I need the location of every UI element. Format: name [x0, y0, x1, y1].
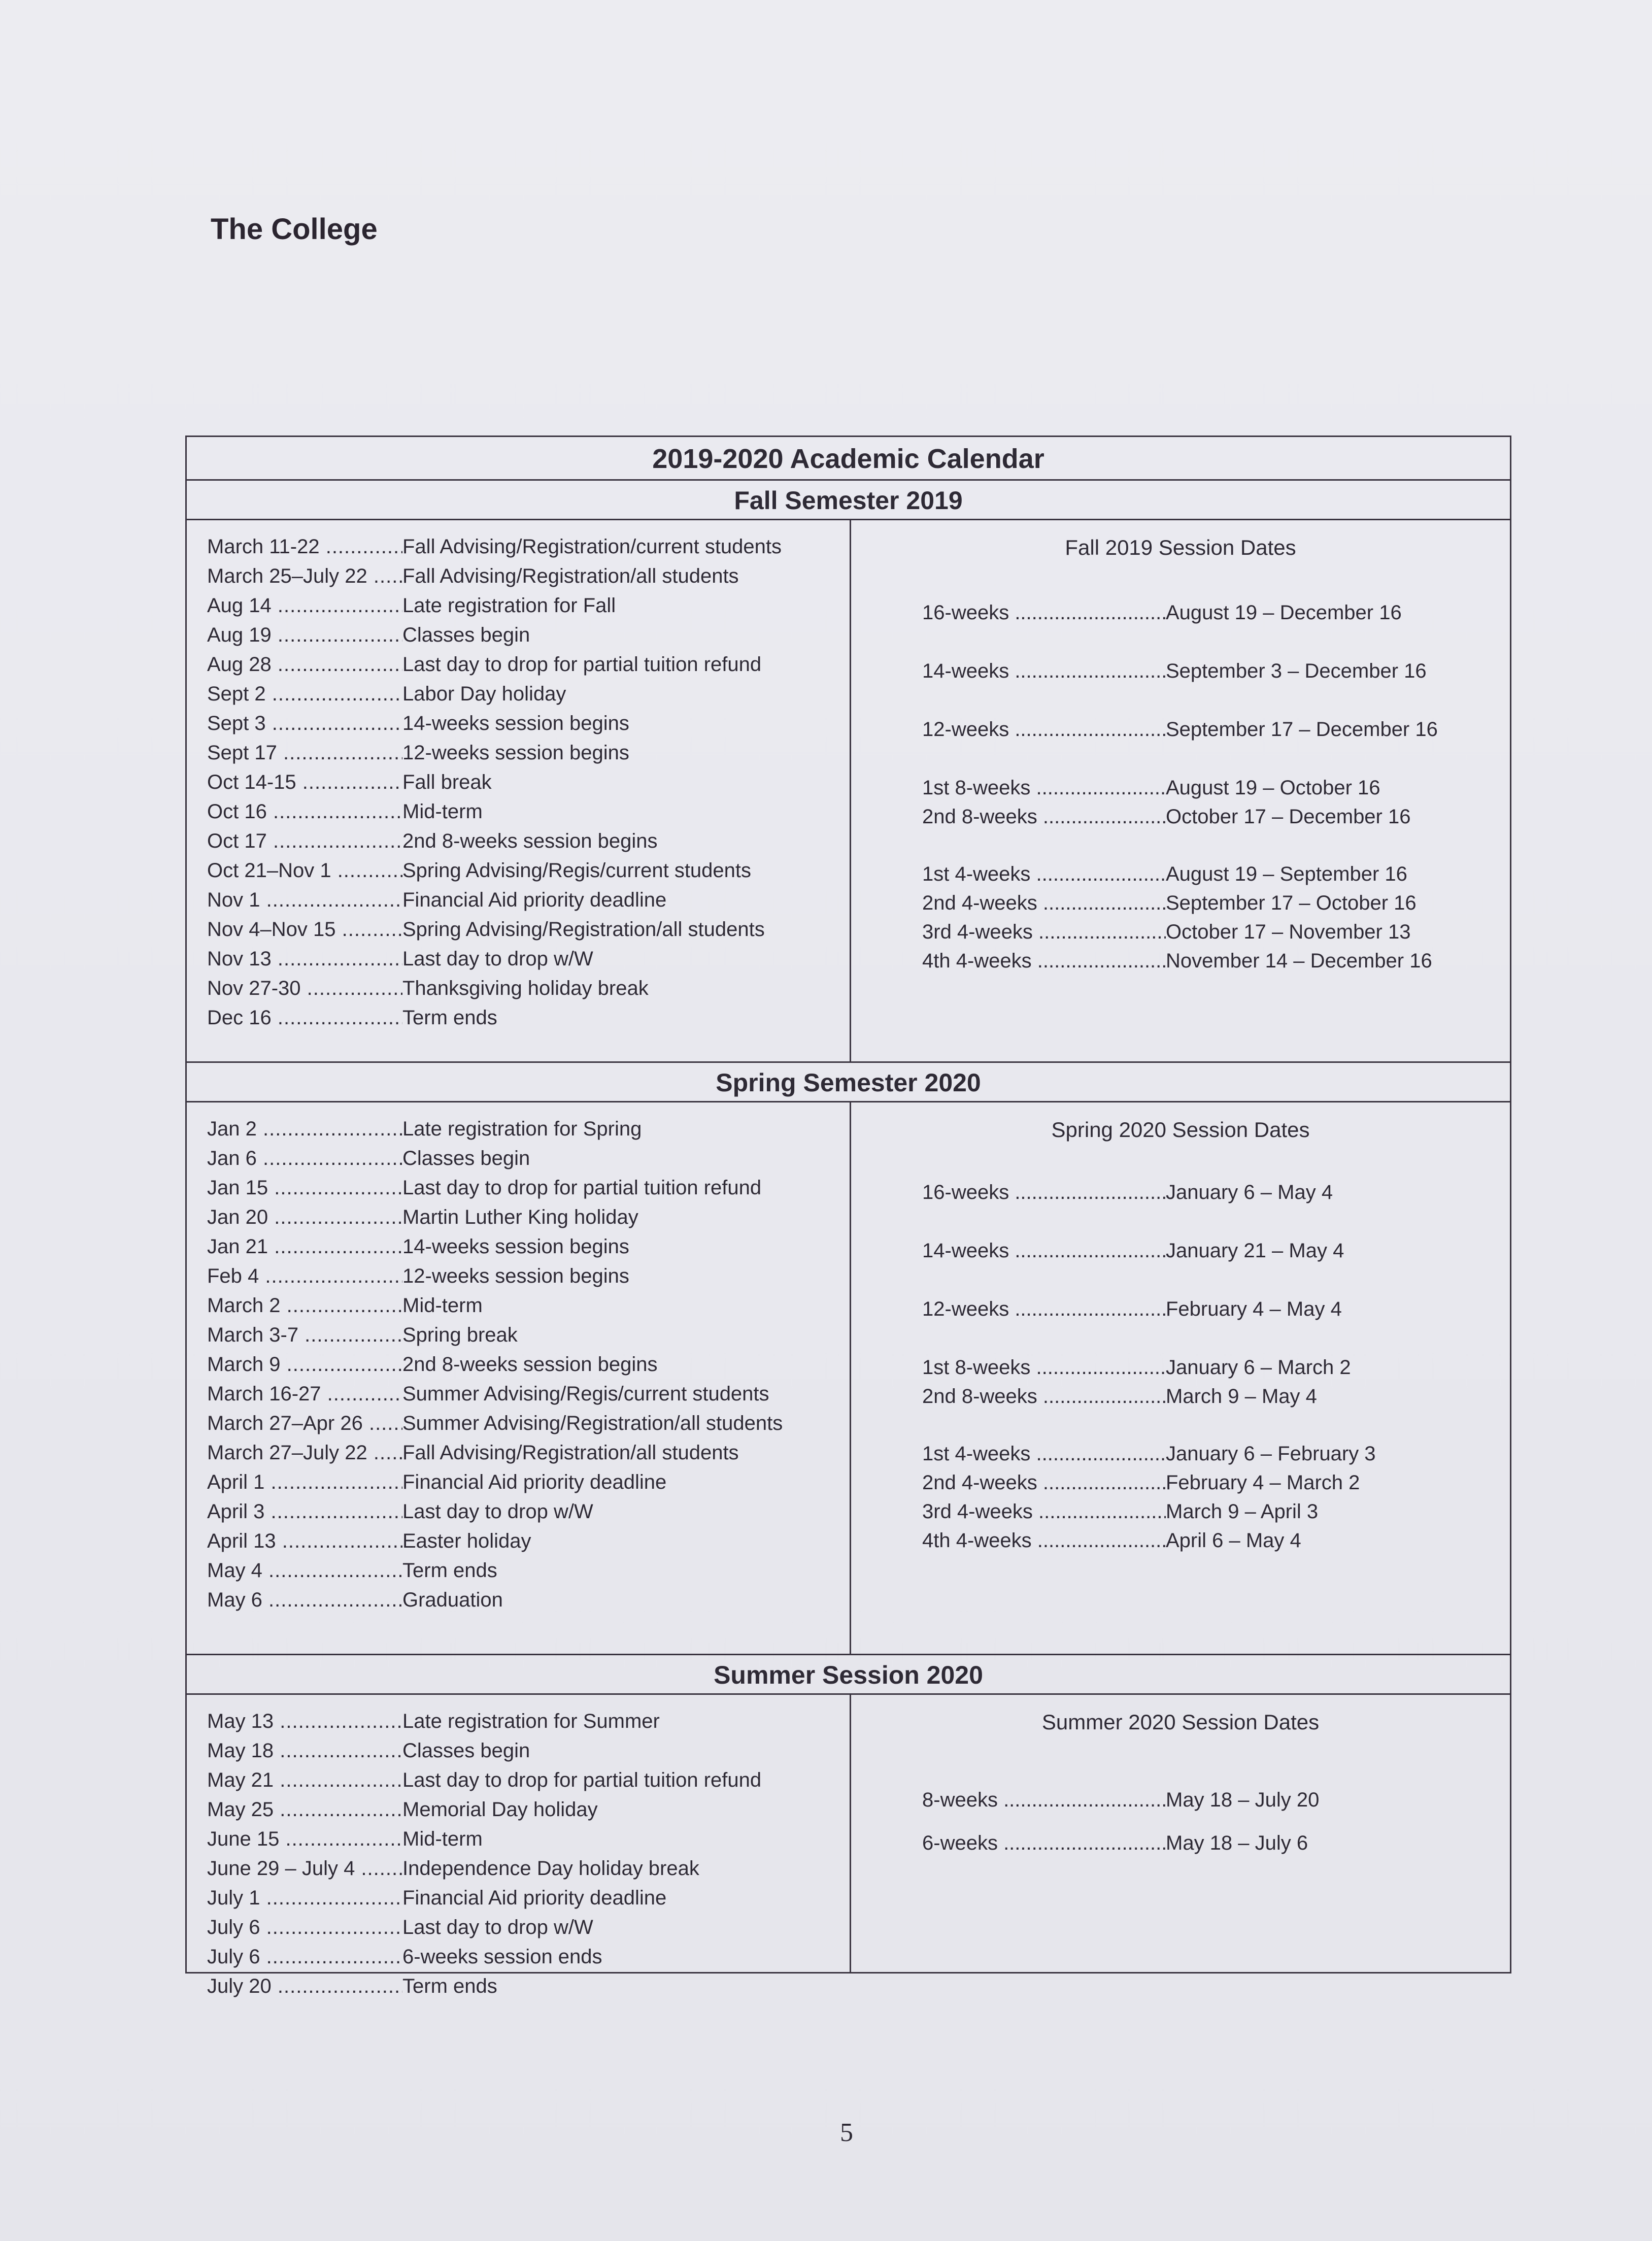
event-date: March 27–July 22 .....	[207, 1442, 402, 1464]
session-length: 2nd 8-weeks .....	[922, 1385, 1166, 1408]
event-description: Spring break	[402, 1324, 518, 1346]
session-row	[922, 1789, 1319, 1812]
event-date: Oct 17 .....	[207, 830, 402, 853]
event-description: 6-weeks session ends	[402, 1946, 602, 1968]
event-description: 14-weeks session begins	[402, 1235, 629, 1258]
event-description: Fall Advising/Registration/all students	[402, 565, 739, 587]
event-description: 12-weeks session begins	[402, 1265, 629, 1287]
event-description: 2nd 8-weeks session begins	[402, 830, 658, 852]
event-date: July 6 .....	[207, 1916, 402, 1939]
event-date: Aug 19 .....	[207, 624, 402, 647]
event-date: Oct 21–Nov 1 .....	[207, 859, 402, 882]
calendar-event-row	[207, 1828, 841, 1857]
event-date: May 21 .....	[207, 1769, 402, 1792]
calendar-event-row	[207, 536, 841, 565]
calendar-event-row	[207, 830, 841, 859]
calendar-event-row	[207, 1740, 841, 1769]
event-description: Thanksgiving holiday break	[402, 977, 649, 999]
event-date: March 9 .....	[207, 1353, 402, 1376]
summer-sessions-title: Summer 2020 Session Dates	[1041, 1710, 1320, 1734]
event-description: 2nd 8-weeks session begins	[402, 1353, 658, 1376]
spring-semester-title: Spring Semester 2020	[187, 1063, 1510, 1102]
calendar-event-row	[207, 1177, 841, 1206]
session-dates: October 17 – November 13	[1166, 921, 1411, 943]
calendar-event-row	[207, 1857, 841, 1887]
summer-session-title: Summer Session 2020	[187, 1655, 1510, 1695]
event-description: Financial Aid priority deadline	[402, 889, 667, 911]
session-dates: March 9 – May 4	[1166, 1385, 1317, 1408]
calendar-event-row	[207, 1916, 841, 1946]
session-length: 2nd 8-weeks .....	[922, 806, 1166, 828]
event-date: Jan 21 .....	[207, 1235, 402, 1258]
event-description: Martin Luther King holiday	[402, 1206, 638, 1228]
session-dates: February 4 – March 2	[1166, 1471, 1360, 1494]
session-row	[922, 1529, 1301, 1552]
session-dates: September 17 – October 16	[1166, 892, 1417, 914]
event-date: Jan 15 .....	[207, 1177, 402, 1199]
event-date: Nov 1 .....	[207, 889, 402, 912]
session-row	[922, 1443, 1376, 1465]
calendar-event-row	[207, 1324, 841, 1353]
calendar-event-row	[207, 889, 841, 918]
session-dates: March 9 – April 3	[1166, 1500, 1319, 1523]
session-length: 4th 4-weeks .....	[922, 1529, 1166, 1552]
calendar-event-row	[207, 1265, 841, 1294]
calendar-event-row	[207, 1118, 841, 1147]
session-length: 2nd 4-weeks .....	[922, 1471, 1166, 1494]
spring-events-list	[207, 1118, 841, 1618]
event-description: Spring Advising/Regis/current students	[402, 859, 752, 882]
session-length: 12-weeks .....	[922, 718, 1166, 741]
calendar-event-row	[207, 742, 841, 771]
event-description: Mid-term	[402, 1828, 483, 1850]
event-date: Sept 17 .....	[207, 742, 402, 764]
calendar-event-row	[207, 1147, 841, 1177]
event-description: Summer Advising/Regis/current students	[402, 1383, 769, 1405]
session-row	[922, 1500, 1318, 1523]
session-row	[922, 1181, 1333, 1204]
event-date: May 18 .....	[207, 1740, 402, 1762]
fall-sessions-title: Fall 2019 Session Dates	[1065, 536, 1296, 559]
calendar-event-row	[207, 1975, 841, 2004]
session-length: 3rd 4-weeks .....	[922, 921, 1166, 944]
event-date: May 6 .....	[207, 1589, 402, 1612]
session-dates: February 4 – May 4	[1166, 1298, 1342, 1320]
calendar-event-row	[207, 1530, 841, 1559]
session-row	[922, 660, 1427, 683]
event-date: May 13 .....	[207, 1710, 402, 1733]
session-row	[922, 1385, 1317, 1408]
calendar-event-row	[207, 653, 841, 683]
event-description: Last day to drop for partial tuition refund	[402, 653, 762, 676]
calendar-event-row	[207, 1946, 841, 1975]
event-description: Labor Day holiday	[402, 683, 566, 705]
calendar-event-row	[207, 1559, 841, 1589]
column-divider	[850, 520, 851, 1061]
event-date: March 2 .....	[207, 1294, 402, 1317]
calendar-event-row	[207, 859, 841, 889]
event-date: July 20 .....	[207, 1975, 402, 1998]
event-date: March 25–July 22 .....	[207, 565, 402, 588]
session-dates: September 17 – December 16	[1166, 718, 1438, 741]
event-description: Classes begin	[402, 624, 530, 646]
column-divider	[850, 1102, 851, 1654]
session-row	[922, 1832, 1308, 1855]
calendar-event-row	[207, 1589, 841, 1618]
event-date: April 1 .....	[207, 1471, 402, 1494]
calendar-title: 2019-2020 Academic Calendar	[187, 437, 1510, 481]
fall-semester-title: Fall Semester 2019	[187, 481, 1510, 520]
spring-semester-section	[187, 1102, 1510, 1654]
session-row	[922, 806, 1410, 828]
session-length: 14-weeks .....	[922, 1240, 1166, 1262]
event-description: Late registration for Spring	[402, 1118, 642, 1140]
event-date: Nov 27-30 .....	[207, 977, 402, 1000]
session-length: 16-weeks .....	[922, 1181, 1166, 1204]
event-description: Classes begin	[402, 1740, 530, 1762]
calendar-event-row	[207, 594, 841, 624]
calendar-event-row	[207, 948, 841, 977]
session-length: 6-weeks .....	[922, 1832, 1166, 1855]
event-description: Classes begin	[402, 1147, 530, 1169]
session-dates: August 19 – December 16	[1166, 601, 1402, 624]
session-length: 3rd 4-weeks .....	[922, 1500, 1166, 1523]
session-dates: January 6 – March 2	[1166, 1356, 1351, 1379]
event-description: Summer Advising/Registration/all students	[402, 1412, 783, 1434]
session-row	[922, 718, 1438, 741]
event-description: Fall break	[402, 771, 492, 793]
session-dates: January 21 – May 4	[1166, 1240, 1344, 1262]
event-date: Nov 13 .....	[207, 948, 402, 971]
session-length: 4th 4-weeks .....	[922, 950, 1166, 973]
session-length: 16-weeks .....	[922, 601, 1166, 624]
fall-semester-section	[187, 520, 1510, 1061]
calendar-event-row	[207, 683, 841, 712]
summer-session-section	[187, 1695, 1510, 1997]
event-description: Fall Advising/Registration/current students	[402, 536, 782, 558]
event-date: Aug 28 .....	[207, 653, 402, 676]
session-row	[922, 777, 1380, 799]
event-description: Mid-term	[402, 800, 483, 823]
calendar-event-row	[207, 624, 841, 653]
event-date: March 3-7 .....	[207, 1324, 402, 1347]
event-description: Term ends	[402, 1559, 497, 1582]
calendar-event-row	[207, 1500, 841, 1530]
event-description: Last day to drop w/W	[402, 1500, 593, 1523]
event-description: Last day to drop for partial tuition refund	[402, 1177, 762, 1199]
session-dates: August 19 – October 16	[1166, 777, 1380, 799]
event-description: 14-weeks session begins	[402, 712, 629, 734]
event-date: July 1 .....	[207, 1887, 402, 1910]
calendar-event-row	[207, 1769, 841, 1798]
calendar-event-row	[207, 918, 841, 948]
event-description: Easter holiday	[402, 1530, 531, 1552]
calendar-event-row	[207, 1710, 841, 1740]
calendar-event-row	[207, 1353, 841, 1383]
event-date: June 15 .....	[207, 1828, 402, 1851]
session-dates: May 18 – July 6	[1166, 1832, 1308, 1854]
event-date: Jan 2 .....	[207, 1118, 402, 1141]
calendar-event-row	[207, 1235, 841, 1265]
session-length: 2nd 4-weeks .....	[922, 892, 1166, 915]
event-date: Dec 16 .....	[207, 1007, 402, 1029]
fall-events-list	[207, 536, 841, 1036]
session-dates: January 6 – May 4	[1166, 1181, 1333, 1203]
academic-calendar-table	[185, 436, 1511, 1997]
session-length: 12-weeks .....	[922, 1298, 1166, 1321]
event-date: Jan 6 .....	[207, 1147, 402, 1170]
event-description: Financial Aid priority deadline	[402, 1471, 667, 1493]
calendar-event-row	[207, 1383, 841, 1412]
calendar-event-row	[207, 977, 841, 1007]
spring-sessions-title: Spring 2020 Session Dates	[1051, 1118, 1310, 1142]
session-row	[922, 601, 1402, 624]
calendar-event-row	[207, 1798, 841, 1828]
event-description: Last day to drop w/W	[402, 1916, 593, 1938]
event-date: June 29 – July 4 .....	[207, 1857, 402, 1880]
event-description: Late registration for Summer	[402, 1710, 660, 1732]
session-length: 1st 8-weeks .....	[922, 1356, 1166, 1379]
event-date: July 6 .....	[207, 1946, 402, 1968]
calendar-event-row	[207, 1007, 841, 1036]
calendar-event-row	[207, 800, 841, 830]
event-description: Late registration for Fall	[402, 594, 616, 617]
session-length: 8-weeks .....	[922, 1789, 1166, 1812]
session-dates: November 14 – December 16	[1166, 950, 1432, 972]
calendar-event-row	[207, 712, 841, 742]
event-date: Oct 14-15 .....	[207, 771, 402, 794]
calendar-event-row	[207, 1887, 841, 1916]
calendar-event-row	[207, 771, 841, 800]
event-description: Fall Advising/Registration/all students	[402, 1442, 739, 1464]
event-description: Last day to drop w/W	[402, 948, 593, 970]
session-row	[922, 950, 1432, 973]
page-number: 5	[840, 2118, 853, 2147]
session-dates: May 18 – July 20	[1166, 1789, 1320, 1811]
event-date: March 27–Apr 26 .....	[207, 1412, 402, 1435]
event-description: Mid-term	[402, 1294, 483, 1317]
event-description: Term ends	[402, 1007, 497, 1029]
event-description: Financial Aid priority deadline	[402, 1887, 667, 1909]
session-length: 1st 4-weeks .....	[922, 863, 1166, 886]
event-date: Oct 16 .....	[207, 800, 402, 823]
event-date: Aug 14 .....	[207, 594, 402, 617]
event-description: Memorial Day holiday	[402, 1798, 598, 1821]
calendar-event-row	[207, 1412, 841, 1442]
session-row	[922, 921, 1410, 944]
event-date: April 3 .....	[207, 1500, 402, 1523]
page-header-title: The College	[211, 213, 378, 246]
event-description: 12-weeks session begins	[402, 742, 629, 764]
session-dates: September 3 – December 16	[1166, 660, 1427, 682]
session-length: 1st 4-weeks .....	[922, 1443, 1166, 1465]
session-row	[922, 1298, 1342, 1321]
session-dates: August 19 – September 16	[1166, 863, 1407, 885]
event-description: Independence Day holiday break	[402, 1857, 699, 1880]
session-row	[922, 1240, 1344, 1262]
event-date: May 4 .....	[207, 1559, 402, 1582]
event-description: Last day to drop for partial tuition refund	[402, 1769, 762, 1791]
event-date: Nov 4–Nov 15 .....	[207, 918, 402, 941]
calendar-event-row	[207, 1206, 841, 1235]
summer-events-list	[207, 1710, 841, 2004]
event-date: Sept 2 .....	[207, 683, 402, 706]
calendar-event-row	[207, 1442, 841, 1471]
session-row	[922, 892, 1417, 915]
event-date: Feb 4 .....	[207, 1265, 402, 1288]
event-description: Graduation	[402, 1589, 503, 1611]
calendar-event-row	[207, 565, 841, 594]
session-dates: October 17 – December 16	[1166, 806, 1411, 828]
session-dates: April 6 – May 4	[1166, 1529, 1301, 1552]
calendar-event-row	[207, 1294, 841, 1324]
session-row	[922, 1471, 1360, 1494]
event-description: Spring Advising/Registration/all students	[402, 918, 765, 941]
event-date: Jan 20 .....	[207, 1206, 402, 1229]
event-date: May 25 .....	[207, 1798, 402, 1821]
session-dates: January 6 – February 3	[1166, 1443, 1376, 1465]
session-length: 1st 8-weeks .....	[922, 777, 1166, 799]
session-row	[922, 1356, 1351, 1379]
event-description: Term ends	[402, 1975, 497, 1997]
event-date: March 11-22 .....	[207, 536, 402, 558]
event-date: April 13 .....	[207, 1530, 402, 1553]
column-divider	[850, 1695, 851, 1972]
session-length: 14-weeks .....	[922, 660, 1166, 683]
calendar-event-row	[207, 1471, 841, 1500]
event-date: March 16-27 .....	[207, 1383, 402, 1406]
event-date: Sept 3 .....	[207, 712, 402, 735]
session-row	[922, 863, 1407, 886]
